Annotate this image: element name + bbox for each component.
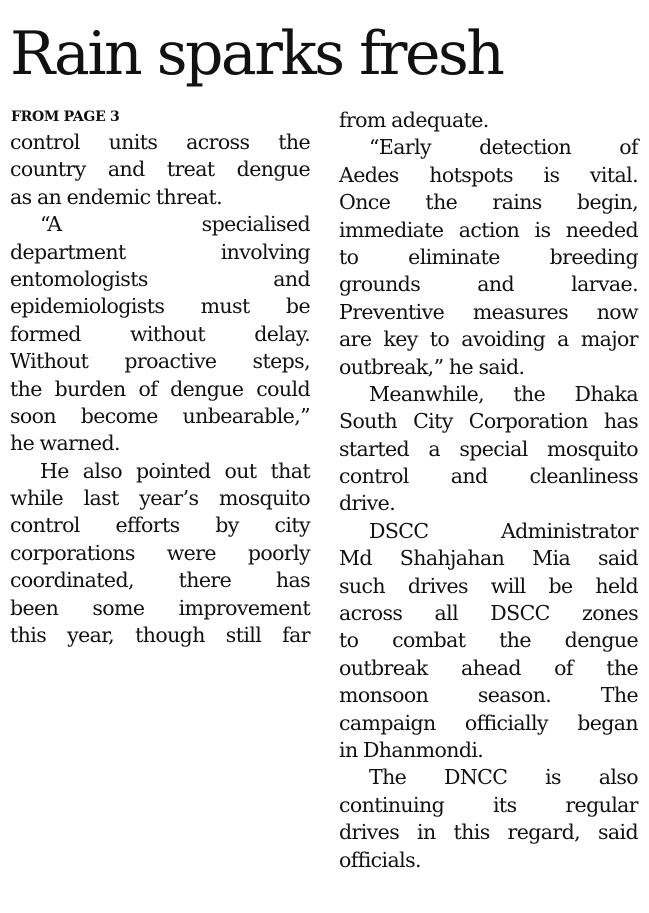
text-line: coordinated, there has <box>10 568 310 593</box>
text-line: corporations were poorly <box>10 540 310 565</box>
text-line: soon become unbearable,” <box>10 403 310 428</box>
article-column-right <box>339 107 638 874</box>
text-line: Preventive measures now <box>339 299 638 324</box>
jump-label: FROM PAGE 3 <box>11 109 120 125</box>
text-line: in Dhanmondi. <box>339 737 484 762</box>
text-line: from adequate. <box>339 108 489 132</box>
text-line: across all DSCC zones <box>339 601 638 626</box>
text-line: department involving <box>10 239 310 264</box>
text-line: South City Corporation has <box>339 409 638 434</box>
text-line: outbreak,” he said. <box>339 354 525 379</box>
text-line: campaign officially began <box>339 710 638 735</box>
headline: Rain sparks fresh <box>10 19 503 89</box>
text-line: are key to avoiding a major <box>339 327 638 352</box>
text-line: He also pointed out that <box>40 458 310 483</box>
text-line: officials. <box>339 847 421 872</box>
text-line: started a special mosquito <box>339 436 638 461</box>
text-line: Meanwhile, the Dhaka <box>369 381 638 406</box>
text-line: while last year’s mosquito <box>10 486 310 511</box>
text-line: DSCC Administrator <box>369 518 638 543</box>
text-line: been some improvement <box>10 595 310 620</box>
text-line: control and cleanliness <box>339 464 638 489</box>
text-line: such drives will be held <box>339 573 638 598</box>
text-line: entomologists and <box>10 266 310 291</box>
text-line: monsoon season. The <box>339 683 638 708</box>
text-line: drives in this regard, said <box>339 820 638 845</box>
text-line: immediate action is needed <box>339 217 638 242</box>
text-line: control units across the <box>10 130 310 154</box>
text-line: he warned. <box>10 431 120 456</box>
text-line: grounds and larvae. <box>339 272 638 297</box>
text-line: this year, though still far <box>10 623 310 648</box>
text-line: The DNCC is also <box>369 765 638 790</box>
text-line: “A specialised <box>40 212 310 237</box>
text-line: drive. <box>339 491 396 516</box>
text-line: Without proactive steps, <box>10 349 310 374</box>
text-line: country and treat dengue <box>10 157 310 182</box>
text-line: as an endemic threat. <box>10 184 223 209</box>
text-line: epidemiologists must be <box>10 294 310 319</box>
text-line: continuing its regular <box>339 792 638 817</box>
text-line: formed without delay. <box>10 321 310 346</box>
text-line: Aedes hotspots is vital. <box>339 162 638 187</box>
article-column-left <box>10 129 310 649</box>
text-line: the burden of dengue could <box>10 376 310 401</box>
text-line: “Early detection of <box>369 135 638 160</box>
text-line: outbreak ahead of the <box>339 655 638 680</box>
text-line: to combat the dengue <box>339 628 638 653</box>
text-line: Once the rains begin, <box>339 190 638 215</box>
text-line: Md Shahjahan Mia said <box>339 546 638 571</box>
text-line: control efforts by city <box>10 513 310 538</box>
text-line: to eliminate breeding <box>339 244 638 269</box>
